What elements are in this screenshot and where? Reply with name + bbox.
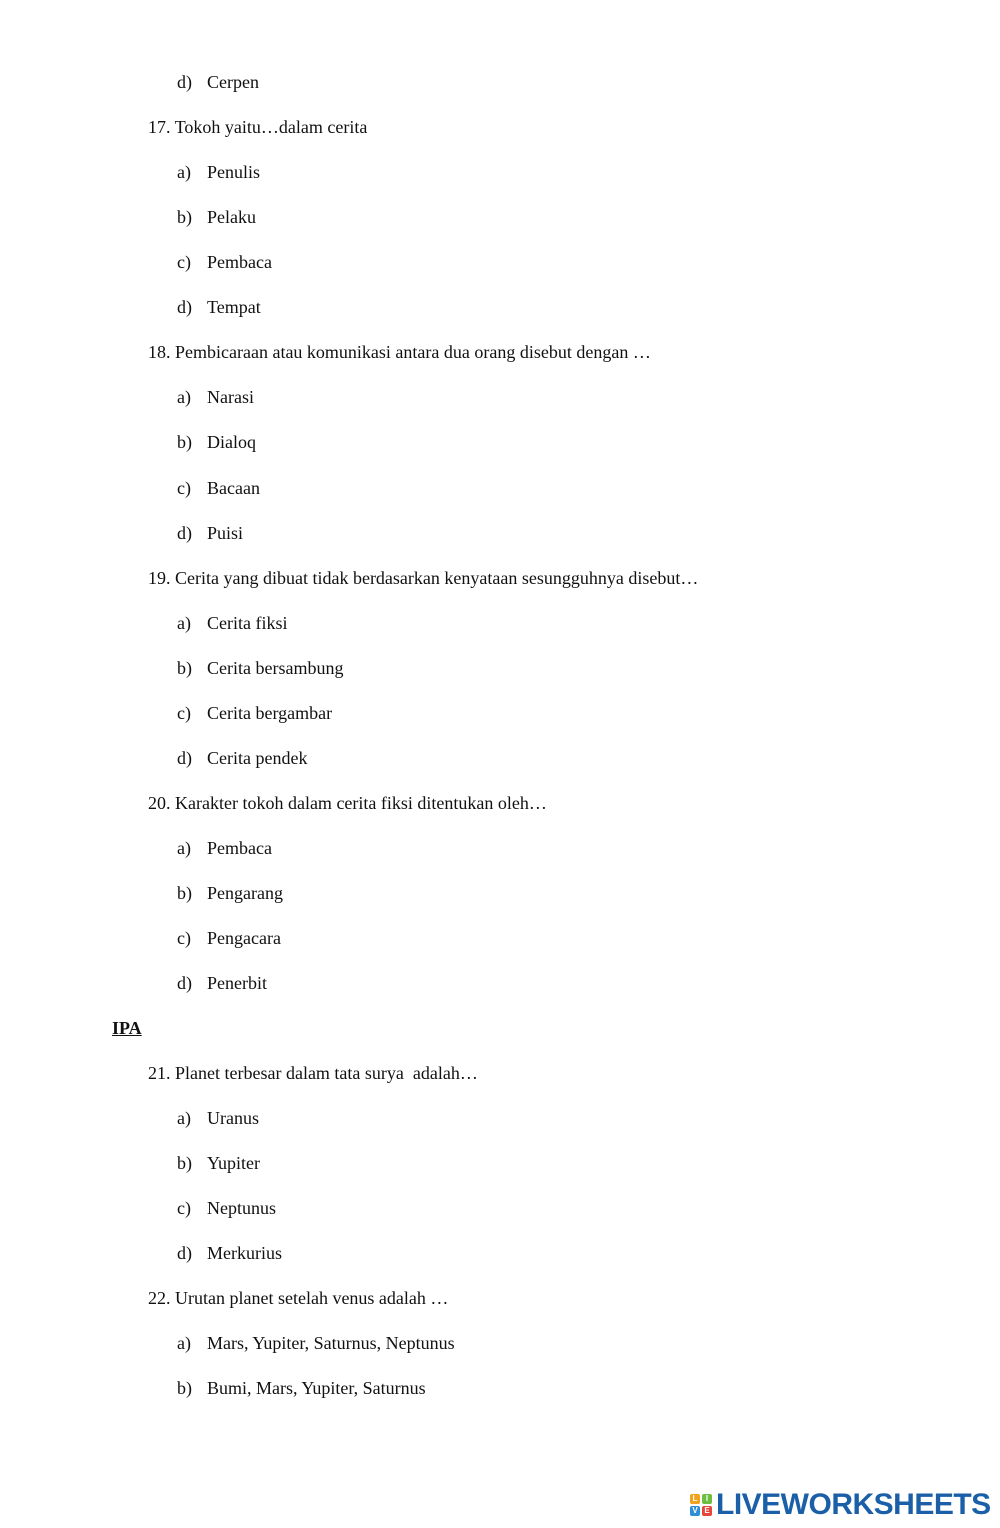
option-18-a[interactable] xyxy=(177,386,254,408)
option-text: Pembaca xyxy=(207,252,272,272)
option-text: Pelaku xyxy=(207,207,256,227)
option-letter: b) xyxy=(177,207,192,227)
question-text: Cerita yang dibuat tidak berdasarkan kenyataan sesungguhnya disebut… xyxy=(175,568,699,588)
option-21-d[interactable] xyxy=(177,1242,282,1264)
option-18-b[interactable] xyxy=(177,431,256,453)
question-17 xyxy=(148,116,367,138)
option-text: Bacaan xyxy=(207,478,260,498)
option-letter: a) xyxy=(177,162,191,182)
question-number: 19. xyxy=(148,568,171,588)
logo-mark-cell: V xyxy=(690,1506,700,1516)
option-letter: a) xyxy=(177,387,191,407)
option-letter: a) xyxy=(177,613,191,633)
option-letter: c) xyxy=(177,1198,191,1218)
liveworksheets-logo xyxy=(690,1488,991,1522)
question-text: Urutan planet setelah venus adalah … xyxy=(175,1288,449,1308)
question-22 xyxy=(148,1287,448,1309)
question-18 xyxy=(148,341,651,363)
question-text: Planet terbesar dalam tata surya adalah… xyxy=(175,1063,478,1083)
option-16-d xyxy=(177,71,259,93)
logo-mark-cell: I xyxy=(702,1494,712,1504)
option-text: Cerita pendek xyxy=(207,748,308,768)
liveworksheets-mark-icon xyxy=(690,1494,712,1516)
liveworksheets-wordmark: LIVEWORKSHEETS xyxy=(716,1488,991,1521)
option-18-d[interactable] xyxy=(177,522,243,544)
option-text: Bumi, Mars, Yupiter, Saturnus xyxy=(207,1378,426,1398)
question-number: 20. xyxy=(148,793,171,813)
option-text: Cerita fiksi xyxy=(207,613,288,633)
option-letter: b) xyxy=(177,883,192,903)
question-21 xyxy=(148,1062,478,1084)
option-text: Cerita bergambar xyxy=(207,703,333,723)
option-17-c[interactable] xyxy=(177,251,272,273)
question-number: 22. xyxy=(148,1288,171,1308)
option-text: Tempat xyxy=(207,297,261,317)
option-17-b[interactable] xyxy=(177,206,256,228)
option-text: Dialoq xyxy=(207,432,256,452)
option-letter: c) xyxy=(177,478,191,498)
option-22-b[interactable] xyxy=(177,1377,426,1399)
option-text: Yupiter xyxy=(207,1153,260,1173)
section-heading-ipa: IPA xyxy=(112,1018,142,1038)
option-letter: c) xyxy=(177,252,191,272)
option-20-a[interactable] xyxy=(177,837,272,859)
question-20 xyxy=(148,792,547,814)
option-letter: d) xyxy=(177,1243,192,1263)
option-letter: a) xyxy=(177,1108,191,1128)
option-19-b[interactable] xyxy=(177,657,343,679)
option-letter: d) xyxy=(177,297,192,317)
option-letter: a) xyxy=(177,838,191,858)
option-letter: a) xyxy=(177,1333,191,1353)
option-text: Puisi xyxy=(207,523,244,543)
question-number: 18. xyxy=(148,342,171,362)
option-letter: c) xyxy=(177,928,191,948)
option-letter: b) xyxy=(177,1378,192,1398)
option-text: Cerpen xyxy=(207,72,259,92)
logo-mark-cell: L xyxy=(690,1494,700,1504)
option-20-c[interactable] xyxy=(177,927,281,949)
option-text: Pengarang xyxy=(207,883,283,903)
option-18-c[interactable] xyxy=(177,477,260,499)
option-letter: d) xyxy=(177,523,192,543)
option-text: Pengacara xyxy=(207,928,281,948)
option-20-d[interactable] xyxy=(177,972,267,994)
option-text: Penulis xyxy=(207,162,261,182)
option-text: Mars, Yupiter, Saturnus, Neptunus xyxy=(207,1333,455,1353)
option-20-b[interactable] xyxy=(177,882,283,904)
question-text: Karakter tokoh dalam cerita fiksi ditentukan oleh… xyxy=(175,793,547,813)
option-21-c[interactable] xyxy=(177,1197,276,1219)
option-letter: d) xyxy=(177,973,192,993)
question-number: 21. xyxy=(148,1063,171,1083)
question-text: Pembicaraan atau komunikasi antara dua orang disebut dengan … xyxy=(175,342,651,362)
option-text: Cerita bersambung xyxy=(207,658,344,678)
option-text: Neptunus xyxy=(207,1198,276,1218)
option-letter: d) xyxy=(177,748,192,768)
option-letter: c) xyxy=(177,703,191,723)
option-19-a[interactable] xyxy=(177,612,287,634)
option-letter: b) xyxy=(177,658,192,678)
option-17-a[interactable] xyxy=(177,161,260,183)
option-letter: b) xyxy=(177,1153,192,1173)
question-19 xyxy=(148,567,698,589)
option-21-b[interactable] xyxy=(177,1152,260,1174)
option-text: Uranus xyxy=(207,1108,259,1128)
option-letter: b) xyxy=(177,432,192,452)
option-text: Penerbit xyxy=(207,973,267,993)
option-letter: d) xyxy=(177,72,192,92)
option-text: Narasi xyxy=(207,387,254,407)
option-17-d[interactable] xyxy=(177,296,261,318)
option-21-a[interactable] xyxy=(177,1107,259,1129)
option-text: Pembaca xyxy=(207,838,272,858)
option-22-a[interactable] xyxy=(177,1332,455,1354)
logo-mark-cell: E xyxy=(702,1506,712,1516)
question-text: Tokoh yaitu…dalam cerita xyxy=(174,117,368,137)
option-19-c[interactable] xyxy=(177,702,332,724)
question-number: 17. xyxy=(148,117,171,137)
option-19-d[interactable] xyxy=(177,747,307,769)
option-text: Merkurius xyxy=(207,1243,282,1263)
